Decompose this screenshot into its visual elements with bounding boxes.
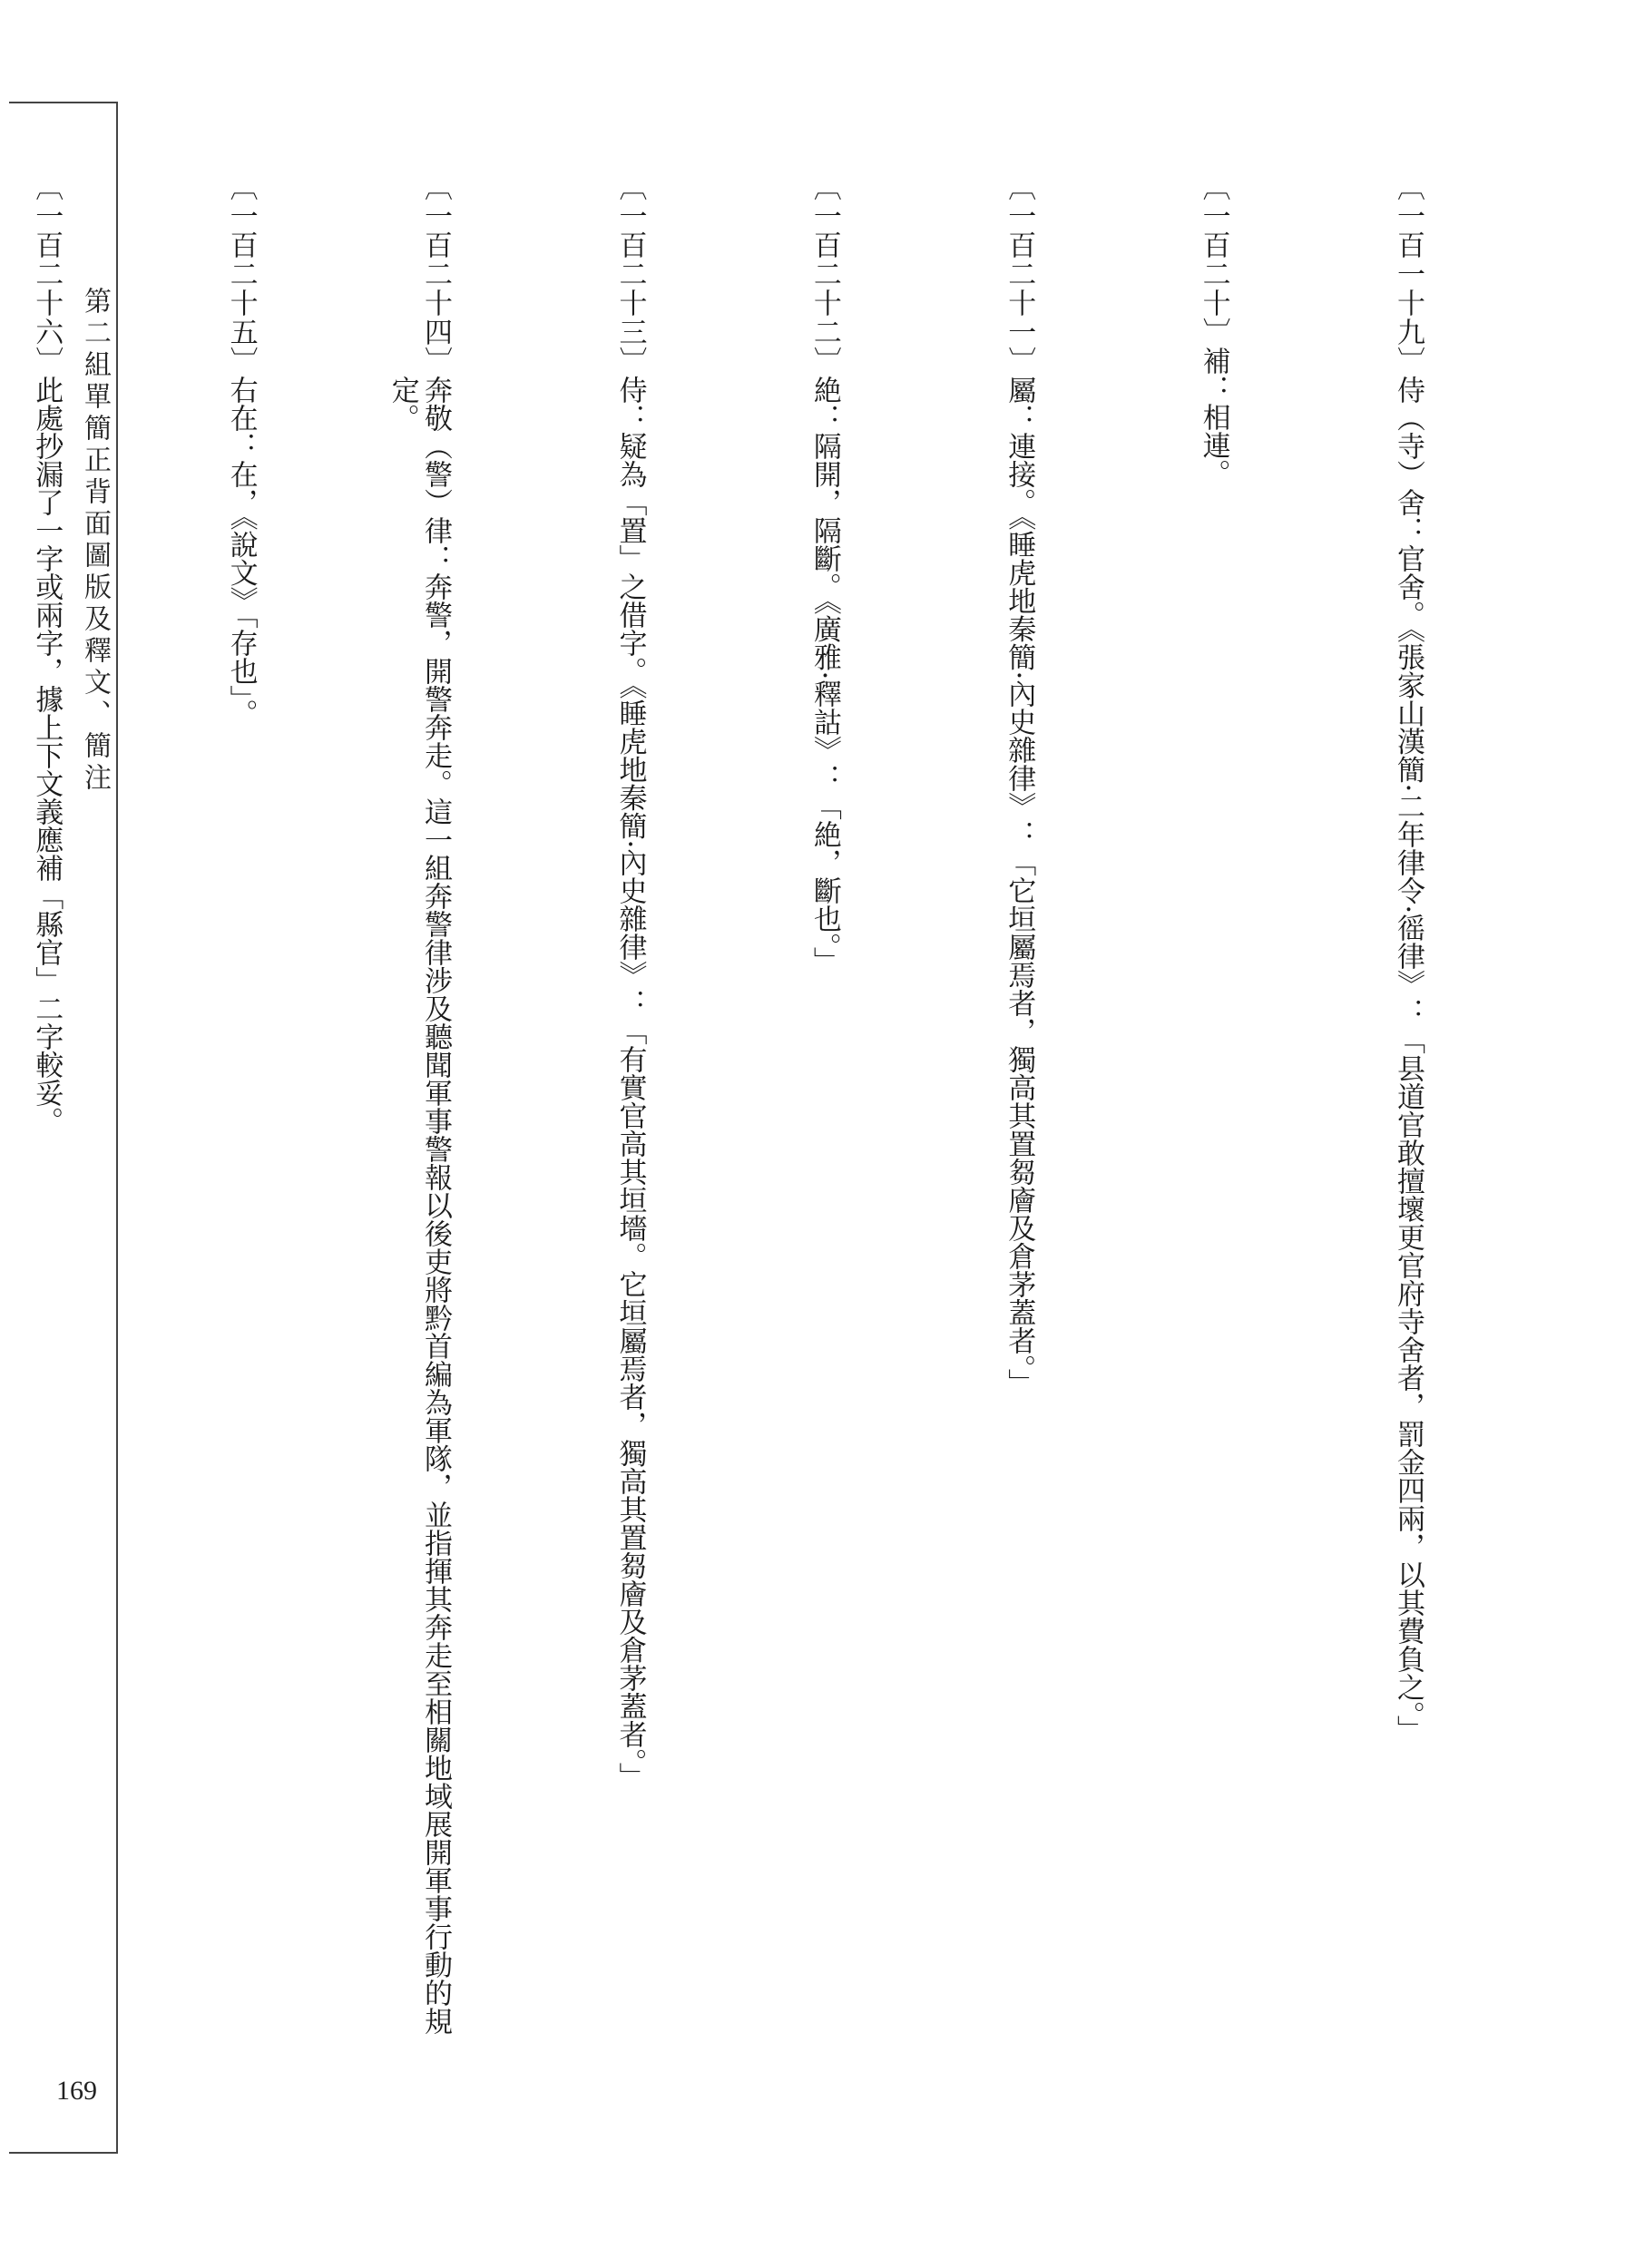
running-head: 第二組單簡正背面圖版及釋文、簡注 — [79, 287, 111, 795]
note-121 — [859, 172, 1035, 2059]
note-text: 此處抄漏了一字或兩字，據上下文義應補「縣官」二字較妥。 — [30, 376, 64, 1135]
note-number: 〔一百二十四〕 — [419, 172, 453, 376]
note-number: 〔一百二十六〕 — [30, 172, 64, 376]
note-123 — [470, 172, 646, 2059]
note-text: 屬：連接。《睡虎地秦簡·內史雜律》：「它垣屬焉者，獨高其置芻廥及倉茅蓋者。」 — [1003, 376, 1036, 1397]
note-number: 〔一百二十〕 — [1197, 172, 1230, 347]
note-number: 〔一百二十三〕 — [613, 172, 647, 376]
note-120 — [1054, 172, 1230, 2059]
note-124 — [276, 172, 452, 2059]
note-number: 〔一百一十九〕 — [1392, 172, 1425, 376]
page-number: 169 — [56, 2076, 97, 2106]
note-text: 侍：疑為「置」之借字。《睡虎地秦簡·內史雜律》：「有實官高其垣墻。它垣屬焉者，獨高其置芻廥及倉茅蓋者。」 — [613, 376, 647, 1791]
note-text: 補：相連。 — [1197, 347, 1230, 487]
note-number: 〔一百二十五〕 — [224, 172, 258, 376]
note-125 — [82, 172, 258, 2059]
note-text: 右在：在，《說文》「存也」。 — [224, 376, 258, 728]
note-number: 〔一百二十二〕 — [808, 172, 841, 376]
note-text: 侍（寺）舍：官舍。《張家山漢簡·二年律令·徭律》：「县道官敢擅壞更官府寺舍者，罰金四兩，以其費負之。」 — [1392, 376, 1425, 1744]
note-122 — [665, 172, 841, 2059]
note-text: 絶：隔開，隔斷。《廣雅·釋詁》：「絶，斷也。」 — [808, 376, 841, 975]
note-number: 〔一百二十一〕 — [1003, 172, 1036, 376]
note-119 — [1248, 172, 1425, 2059]
note-text: 奔敬（警）律：奔警，開警奔走。這一組奔警律涉及聽聞軍事警報以後吏將黔首編為軍隊，並指揮其奔走至相關地域展開軍事行動的規定。 — [386, 376, 453, 2035]
note-126 — [0, 172, 63, 2059]
